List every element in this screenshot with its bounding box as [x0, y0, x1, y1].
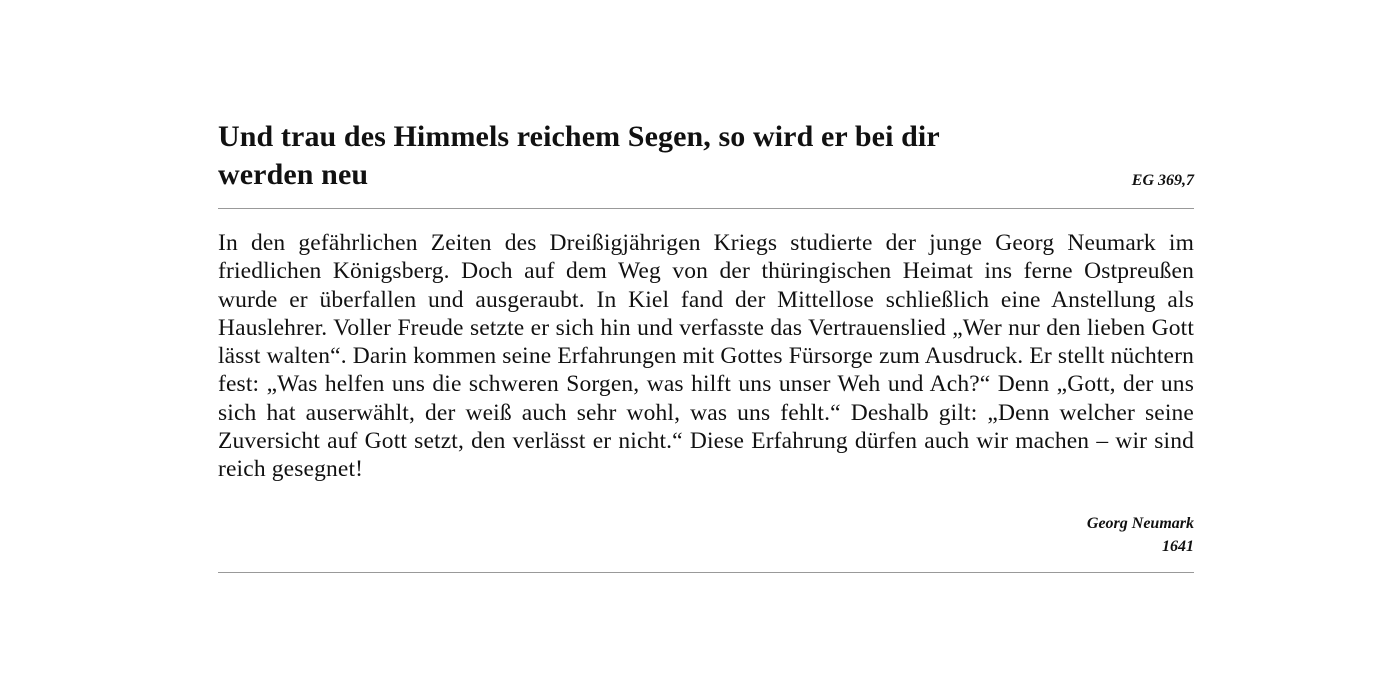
body-paragraph: In den gefährlichen Zeiten des Dreißigjährigen Kriegs studierte der junge Georg Neumark im friedlichen Königsberg. Doch auf dem Weg von der thüringischen Heimat ins ferne Ostpreußen wurde er überfallen und ausgeraubt. In Kiel fand der Mittellose schließlich eine Anstellung als Hauslehrer. Voller Freude setzte er sich hin und verfasste das Vertrauenslied „Wer nur den lieben Gott lässt walten“. Darin kommen seine Erfahrungen mit Gottes Fürsorge zum Ausdruck. Er stellt nüchtern fest: „Was helfen uns die schweren Sorgen, was hilft uns unser Weh und Ach?“ Denn „Gott, der uns sich hat auserwählt, der weiß auch sehr wohl, was uns fehlt.“ Deshalb gilt: „Denn welcher seine Zuversicht auf Gott setzt, den verlässt er nicht.“ Diese Erfahrung dürfen auch wir machen – wir sind reich gesegnet! — [218, 230, 1194, 483]
card-header — [218, 118, 1194, 208]
attribution — [218, 512, 1194, 558]
bottom-divider — [218, 572, 1194, 573]
author-year: 1641 — [1162, 537, 1194, 555]
author-name: Georg Neumark — [1086, 514, 1194, 532]
top-divider — [218, 208, 1194, 209]
devotional-card — [218, 118, 1194, 573]
card-title: Und trau des Himmels reichem Segen, so wird er bei dir werden neu — [218, 120, 940, 191]
hymn-reference: EG 369,7 — [1131, 172, 1194, 189]
